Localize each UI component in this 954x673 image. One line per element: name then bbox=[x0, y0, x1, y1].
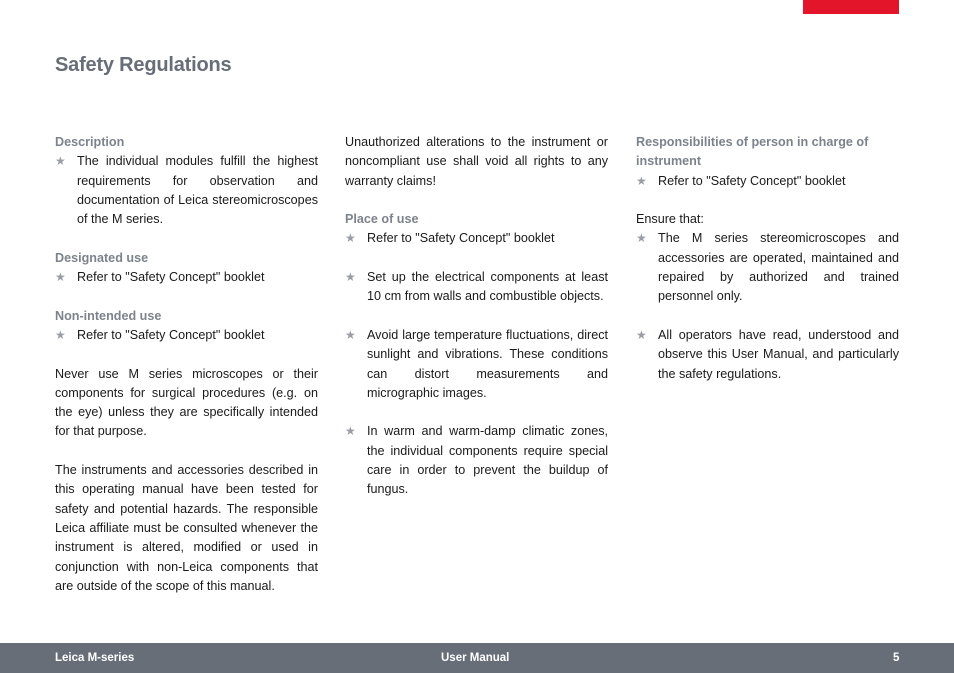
designated-use-text: Refer to "Safety Concept" booklet bbox=[77, 270, 265, 285]
ensure-text: Ensure that: bbox=[636, 212, 704, 227]
ensure-bullet-text: The M series stereomicroscopes and accessories are operated, maintained and repaired by authorized and trained personnel only. bbox=[658, 231, 899, 304]
list-item bbox=[55, 326, 318, 345]
star-icon: ★ bbox=[636, 231, 647, 246]
responsibilities-text: Refer to "Safety Concept" booklet bbox=[658, 173, 846, 188]
star-icon: ★ bbox=[55, 327, 66, 342]
footer-bar bbox=[0, 643, 954, 673]
place-bullet-text: Set up the electrical components at least 10 cm from walls and combustible objects. bbox=[367, 270, 608, 304]
page-number: 5 bbox=[893, 652, 900, 664]
list-item bbox=[55, 152, 318, 229]
footer-product: Leica M-series bbox=[55, 652, 135, 664]
non-intended-use-heading: Non-intended use bbox=[55, 308, 162, 323]
page-title: Safety Regulations bbox=[55, 54, 232, 76]
star-icon: ★ bbox=[345, 327, 356, 342]
list-item bbox=[345, 229, 608, 248]
list-item bbox=[636, 172, 899, 191]
list-item bbox=[55, 268, 318, 287]
list-item bbox=[345, 326, 608, 403]
place-of-use-heading: Place of use bbox=[345, 212, 419, 227]
description-text: The individual modules fulfill the highest requirements for observation and documentation of Leica stereomicroscopes of the M series. bbox=[77, 154, 318, 227]
column-middle bbox=[345, 133, 608, 500]
list-item bbox=[636, 229, 899, 306]
non-intended-use-text: Refer to "Safety Concept" booklet bbox=[77, 327, 265, 342]
list-item bbox=[345, 268, 608, 307]
column-right bbox=[636, 133, 899, 384]
footer-document: User Manual bbox=[441, 652, 510, 664]
star-icon: ★ bbox=[345, 231, 356, 246]
star-icon: ★ bbox=[636, 173, 647, 188]
place-bullet-text: In warm and warm-damp climatic zones, the individual components require special care in order to prevent the buildup of fungus. bbox=[367, 424, 608, 497]
testing-paragraph: The instruments and accessories described in this operating manual have been tested for safety and potential hazards. The responsible Leica affiliate must be consulted whenever the instrument is altered, modified or used in conjunction with non-Leica components that are outside of the scope of this manual. bbox=[55, 463, 318, 593]
place-bullet-text: Refer to "Safety Concept" booklet bbox=[367, 231, 555, 246]
column-left bbox=[55, 133, 318, 596]
place-bullet-text: Avoid large temperature fluctuations, direct sunlight and vibrations. These conditions can distort measurements and micrographic images. bbox=[367, 327, 608, 400]
list-item bbox=[345, 422, 608, 499]
responsibilities-heading: Responsibilities of person in charge of instrument bbox=[636, 135, 869, 169]
list-item bbox=[636, 326, 899, 384]
ensure-bullet-text: All operators have read, understood and observe this User Manual, and particularly the safety regulations. bbox=[658, 327, 899, 381]
description-heading: Description bbox=[55, 135, 125, 149]
warranty-paragraph: Unauthorized alterations to the instrument or noncompliant use shall void all rights to any warranty claims! bbox=[345, 135, 608, 188]
designated-use-heading: Designated use bbox=[55, 250, 149, 265]
red-header-tab bbox=[803, 0, 899, 14]
surgical-warning-paragraph: Never use M series microscopes or their components for surgical procedures (e.g. on the eye) unless they are specifically intended for that purpose. bbox=[55, 366, 318, 439]
star-icon: ★ bbox=[55, 154, 66, 169]
star-icon: ★ bbox=[55, 270, 66, 285]
star-icon: ★ bbox=[636, 327, 647, 342]
star-icon: ★ bbox=[345, 424, 356, 439]
star-icon: ★ bbox=[345, 270, 356, 285]
